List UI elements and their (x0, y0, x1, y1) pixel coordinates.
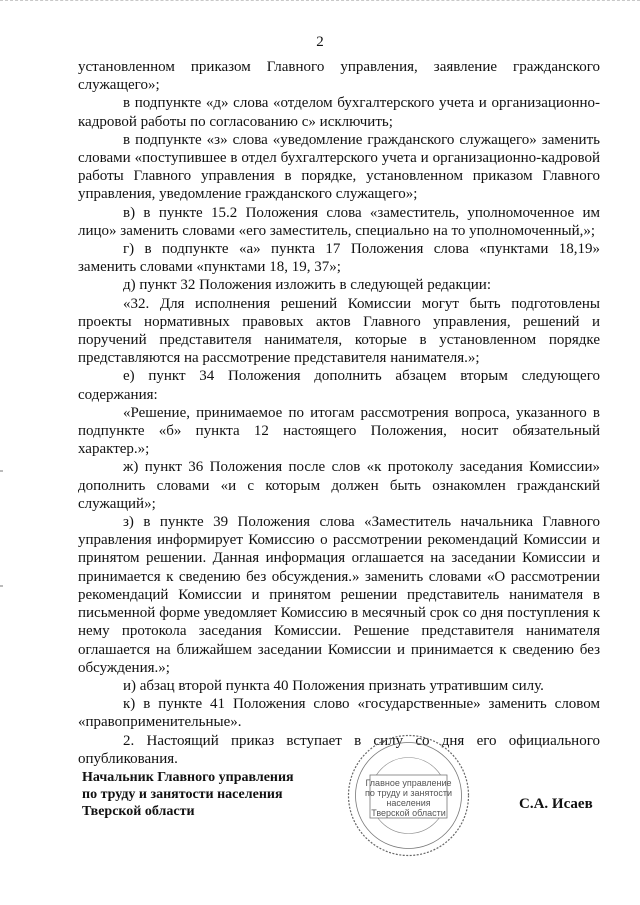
scan-edge-mark (0, 585, 3, 587)
paragraph: в подпункте «з» слова «уведомление гражданского служащего» заменить словами «поступившее в отдел бухгалтерского учета и организационно-кадровой работы Главного управления в порядке, установленном приказом Главного управления, уведомление гражданского служащего»; (78, 131, 600, 203)
document-body (78, 58, 600, 768)
svg-text:по труду и занятости: по труду и занятости (364, 788, 453, 798)
signer-name: С.А. Исаев (519, 796, 593, 812)
paragraph: и) абзац второй пункта 40 Положения признать утратившим силу. (123, 677, 544, 694)
paragraph: 2. Настоящий приказ вступает в силу со дня его официального опубликования. (78, 732, 600, 767)
page-number: 2 (316, 34, 324, 50)
paragraph: г) в подпункте «а» пункта 17 Положения слова «пунктами 18,19» заменить словами «пунктами 18, 19, 37»; (78, 241, 600, 276)
signer-title-line: по труду и занятости населения (82, 787, 283, 802)
paragraph: «Решение, принимаемое по итогам рассмотрения вопроса, указанного в подпункте «б» пункта 12 настоящего Положения, носит обязательный характер.»; (78, 404, 600, 458)
paragraph: е) пункт 34 Положения дополнить абзацем вторым следующего содержания: (78, 368, 600, 403)
signer-title-line: Начальник Главного управления (82, 770, 294, 785)
svg-text:населения: населения (386, 798, 431, 808)
paragraph: «32. Для исполнения решений Комиссии могут быть подготовлены проекты нормативных правовых актов Главного управления, решений и поручений представителя нанимателя, которые в установленном порядке представляются на рассмотрение представителя нанимателя.»; (78, 295, 600, 367)
paragraph: в подпункте «д» слова «отделом бухгалтерского учета и организационно-кадровой работы по согласованию с» исключить; (78, 95, 600, 130)
signer-title-line: Тверской области (82, 804, 195, 819)
svg-text:Тверской области: Тверской области (371, 808, 446, 818)
scan-top-edge (0, 0, 640, 9)
scan-edge-mark (0, 470, 3, 472)
paragraph: к) в пункте 41 Положения слово «государственные» заменить словом «правоприменительные». (78, 696, 600, 731)
signature-block (82, 769, 294, 820)
paragraph: ж) пункт 36 Положения после слов «к протоколу заседания Комиссии» дополнить словами «и с которым должен быть ознакомлен гражданский служащий»; (78, 459, 600, 512)
paragraph: установленном приказом Главного управления, заявление гражданского служащего»; (78, 59, 600, 94)
svg-text:Главное управление: Главное управление (365, 778, 452, 788)
paragraph: в) в пункте 15.2 Положения слова «заместитель, уполномоченное им лицо» заменить словами «его заместитель, специально на то уполномоченный,»; (78, 204, 600, 239)
paragraph: з) в пункте 39 Положения слова «Заместитель начальника Главного управления информирует Комиссию о рассмотрении рекомендаций Комиссии и принятом решении. Данная информация оглашается на заседании Комиссии и принимается к сведению без обсуждения.» заменить словами «О рассмотрении рекомендаций Комиссии и принятом решении представитель нанимателя в письменной форме уведомляет Комиссию в месячный срок со дня поступления к нему протокола заседания Комиссии. Решение представителя нанимателя оглашается на ближайшем заседании Комиссии и принимается к сведению без обсуждения.»; (78, 514, 600, 676)
paragraph: д) пункт 32 Положения изложить в следующей редакции: (123, 277, 491, 294)
official-seal-stamp (346, 733, 471, 858)
